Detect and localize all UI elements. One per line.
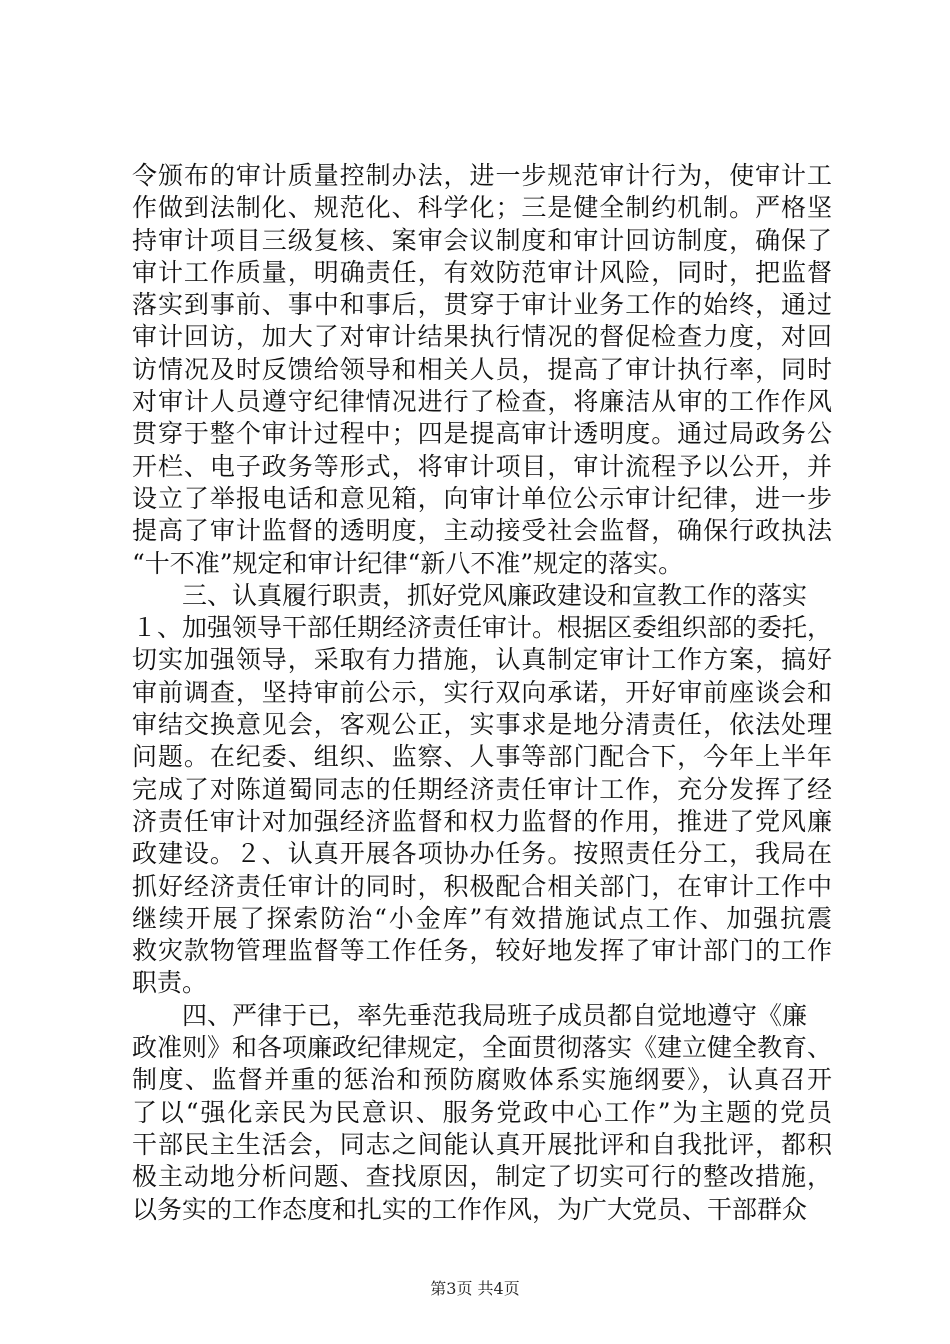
text-line: 抓好经济责任审计的同时，积极配合相关部门，在审计工作中 xyxy=(132,871,832,901)
text-line: 问题。在纪委、组织、监察、人事等部门配合下，今年上半年 xyxy=(132,742,832,772)
text-line: 政准则》和各项廉政纪律规定，全面贯彻落实《建立健全教育、 xyxy=(132,1033,833,1063)
text-line: 救灾款物管理监督等工作任务，较好地发挥了审计部门的工作 xyxy=(132,936,832,966)
text-line: 贯穿于整个审计过程中；四是提高审计透明度。通过局政务公 xyxy=(132,419,832,449)
text-line: “十不准”规定和审计纪律“新八不准”规定的落实。 xyxy=(132,548,684,578)
text-line: 四、严律于已，率先垂范我局班子成员都自觉地遵守《廉 xyxy=(132,1000,808,1030)
text-line: 制度、监督并重的惩治和预防腐败体系实施纲要》，认真召开 xyxy=(132,1065,832,1095)
text-line: 落实到事前、事中和事后，贯穿于审计业务工作的始终，通过 xyxy=(132,290,832,320)
text-line: 职责。 xyxy=(132,968,208,998)
text-line: 访情况及时反馈给领导和相关人员，提高了审计执行率，同时 xyxy=(132,354,832,384)
text-line: 审结交换意见会，客观公正，实事求是地分清责任，依法处理 xyxy=(132,710,832,740)
text-line: 极主动地分析问题、查找原因，制定了切实可行的整改措施， xyxy=(132,1162,832,1192)
text-line: 提高了审计监督的透明度，主动接受社会监督，确保行政执法 xyxy=(132,516,832,546)
body-text xyxy=(132,160,832,1226)
text-line: 政建设。２、认真开展各项协办任务。按照责任分工，我局在 xyxy=(132,839,832,869)
text-line: 以务实的工作态度和扎实的工作作风，为广大党员、干部群众 xyxy=(132,1194,808,1224)
text-line: 济责任审计对加强经济监督和权力监督的作用，推进了党风廉 xyxy=(132,806,832,836)
text-line: 令颁布的审计质量控制办法，进一步规范审计行为，使审计工 xyxy=(132,161,832,190)
page-footer: 第3页 共4页 xyxy=(430,1279,520,1298)
text-line: 持审计项目三级复核、案审会议制度和审计回访制度，确保了 xyxy=(132,225,832,255)
text-line: 作做到法制化、规范化、科学化；三是健全制约机制。严格坚 xyxy=(132,193,832,223)
text-line: 三、认真履行职责，抓好党风廉政建设和宣教工作的落实 xyxy=(132,580,808,610)
text-line: 了以“强化亲民为民意识、服务党政中心工作”为主题的党员 xyxy=(132,1097,832,1127)
text-line: 审计回访，加大了对审计结果执行情况的督促检查力度，对回 xyxy=(132,322,832,352)
text-line: 干部民主生活会，同志之间能认真开展批评和自我批评，都积 xyxy=(132,1129,832,1159)
text-line: 切实加强领导，采取有力措施，认真制定审计工作方案，搞好 xyxy=(132,645,832,675)
text-line: 设立了举报电话和意见箱，向审计单位公示审计纪律，进一步 xyxy=(132,483,832,513)
text-line: 继续开展了探索防治“小金库”有效措施试点工作、加强抗震 xyxy=(132,903,832,933)
text-line: 完成了对陈道蜀同志的任期经济责任审计工作，充分发挥了经 xyxy=(132,774,832,804)
text-line: 审前调查，坚持审前公示，实行双向承诺，开好审前座谈会和 xyxy=(132,677,832,707)
text-line: 开栏、电子政务等形式，将审计项目，审计流程予以公开，并 xyxy=(132,451,832,481)
text-line: 对审计人员遵守纪律情况进行了检查，将廉洁从审的工作作风 xyxy=(132,387,832,417)
text-line: 审计工作质量，明确责任，有效防范审计风险，同时，把监督 xyxy=(132,257,832,287)
text-line: １、加强领导干部任期经济责任审计。根据区委组织部的委托， xyxy=(132,613,833,643)
